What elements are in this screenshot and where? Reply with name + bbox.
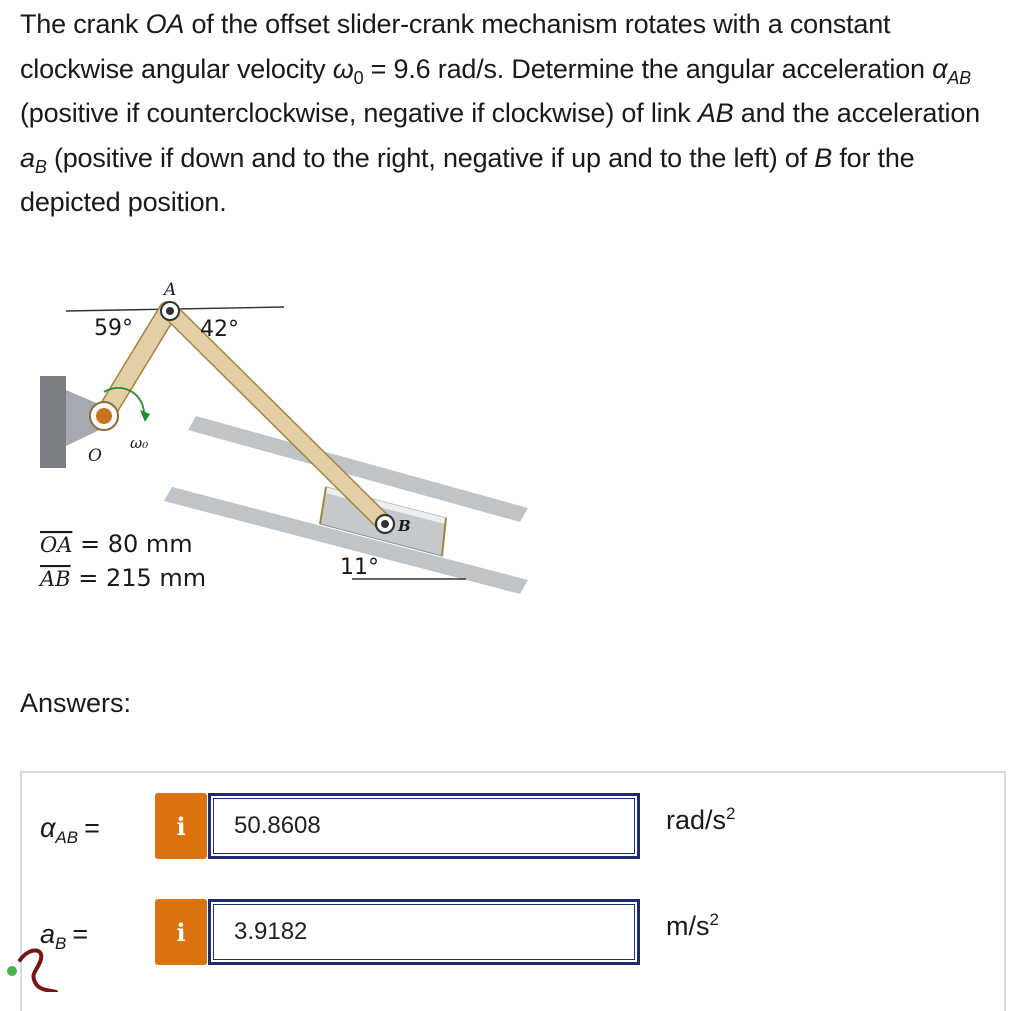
question-segment: 0 bbox=[353, 67, 364, 88]
dim-oa: OA = 80 mm bbox=[40, 530, 193, 558]
info-icon[interactable]: i bbox=[155, 899, 207, 965]
question-segment: The crank bbox=[20, 9, 146, 39]
alpha-ab-unit: rad/$s^2$ bbox=[666, 804, 736, 835]
answers-heading: Answers: bbox=[20, 688, 132, 718]
question-segment: ω bbox=[332, 53, 354, 84]
label-omega: ω₀ bbox=[130, 434, 149, 452]
mechanism-figure bbox=[0, 250, 560, 610]
label-o: O bbox=[88, 446, 102, 466]
question-text bbox=[20, 2, 1010, 225]
label-a: A bbox=[164, 280, 177, 300]
question-segment: = 9.6 rad/s. Determine the angular acceleration bbox=[363, 53, 933, 84]
question-segment: (positive if counterclockwise, negative if clockwise) of link bbox=[20, 98, 698, 128]
a-b-input[interactable]: 3.9182 bbox=[208, 899, 640, 965]
question-segment: a bbox=[20, 142, 35, 173]
annotation-scribble bbox=[0, 940, 70, 992]
question-segment: α bbox=[932, 53, 948, 84]
angle-incline-label: 11° bbox=[340, 555, 379, 580]
question-segment: AB bbox=[947, 67, 971, 88]
alpha-ab-input[interactable]: 50.8608 bbox=[208, 793, 640, 859]
answer-row-a-b bbox=[22, 897, 1004, 977]
alpha-ab-label: $\alpha_{AB}$ = bbox=[40, 813, 100, 847]
a-b-unit: $m/s^2$ bbox=[666, 910, 719, 941]
question-segment: of the offset slider-crank mechanism rotates with a constant clockwise angular velocity bbox=[20, 9, 891, 84]
answer-row-alpha-ab bbox=[22, 791, 1004, 871]
label-b: B bbox=[398, 517, 411, 535]
question-segment: B bbox=[34, 156, 47, 177]
info-icon[interactable]: i bbox=[155, 793, 207, 859]
question-segment: B bbox=[814, 142, 833, 173]
dim-ab: AB = 215 mm bbox=[40, 564, 207, 592]
question-segment: and the acceleration bbox=[733, 98, 980, 128]
angle-right-label: 42° bbox=[200, 317, 239, 342]
answer-panel bbox=[20, 771, 1006, 1011]
question-segment: AB bbox=[697, 98, 734, 128]
question-segment: OA bbox=[145, 9, 185, 39]
a-b-label: $a_B$ = bbox=[40, 919, 89, 953]
angle-left-label: 59° bbox=[94, 316, 133, 341]
question-segment: (positive if down and to the right, negative if up and to the left) of bbox=[46, 142, 815, 173]
wall-plate bbox=[40, 376, 66, 468]
question-segment: for the depicted position. bbox=[20, 142, 915, 217]
